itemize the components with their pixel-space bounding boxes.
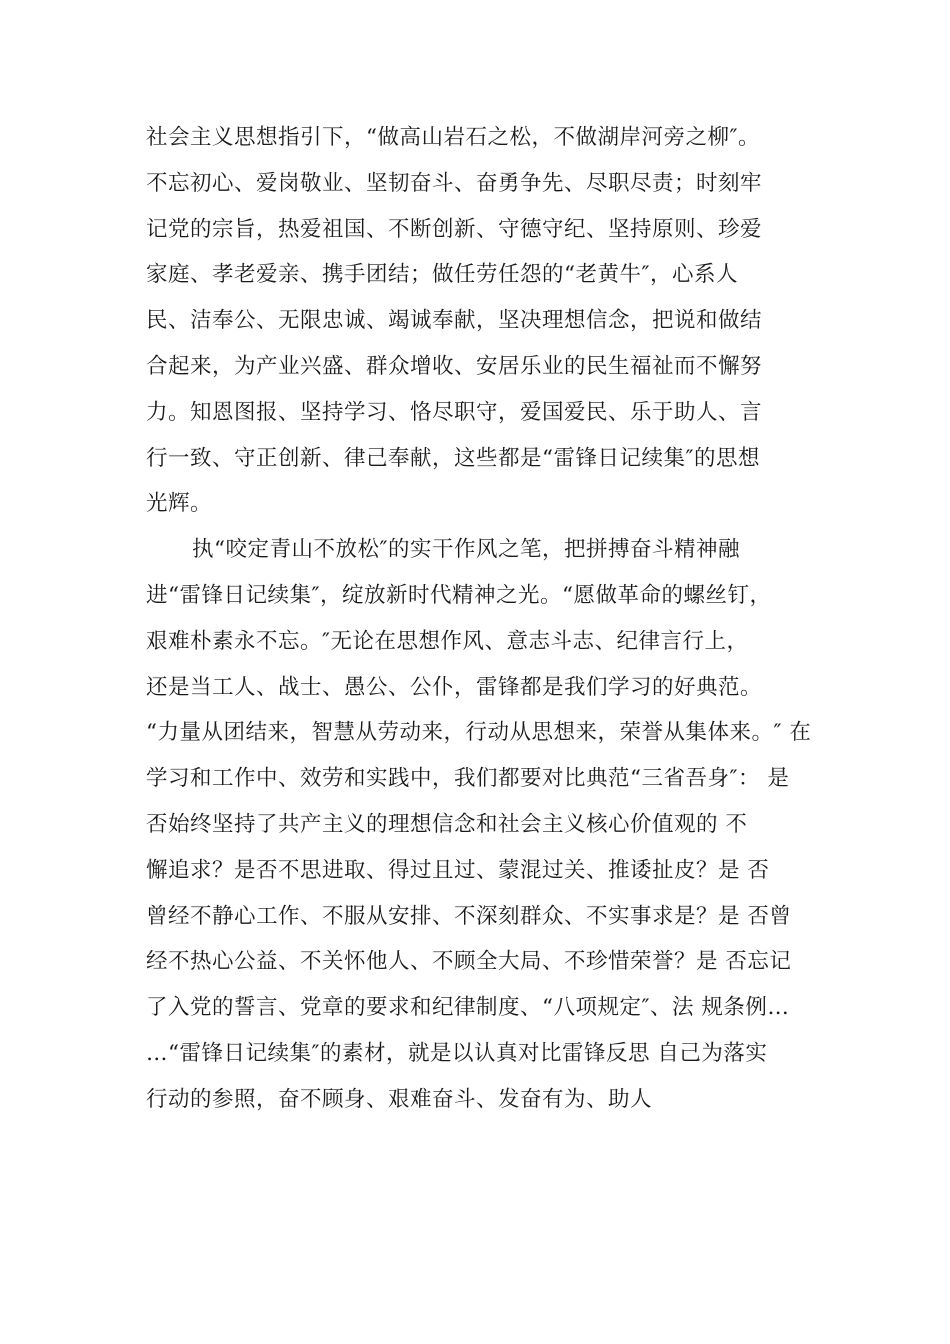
paragraph-first-line: 执“咬定青山不放松″的实干作风之笔，把拼搏奋斗精神融 (192, 537, 741, 563)
text-line: 懈追求？是否不思进取、得过且过、蒙混过关、推诿扯皮？是 否 (146, 857, 770, 883)
text-line: 进“雷锋日记续集″，绽放新时代精神之光。“愿做革命的螺丝钉， (146, 582, 772, 608)
text-line: 曾经不静心工作、不服从安排、不深刻群众、不实事求是？是 否曾 (146, 903, 792, 929)
text-line: 民、洁奉公、无限忠诚、竭诚奉献，坚决理想信念，把说和做结 (146, 308, 763, 334)
text-line: 不忘初心、爱岗敬业、坚韧奋斗、奋勇争先、尽职尽责；时刻牢 (146, 170, 763, 196)
text-line: 了入党的誓言、党章的要求和纪律制度、“八项规定″、法 规条例… (146, 995, 790, 1021)
text-line: 社会主义思想指引下，“做高山岩石之松，不做湖岸河旁之柳″。 (146, 125, 761, 150)
text-line: 经不热心公益、不关怀他人、不顾全大局、不珍惜荣誉？是 否忘记 (146, 949, 792, 975)
text-line: 行一致、守正创新、律己奉献，这些都是“雷锋日记续集″的思想 (146, 445, 761, 471)
text-line: 行动的参照，奋不顾身、艰难奋斗、发奋有为、助人 (146, 1086, 653, 1112)
text-line: 力。知恩图报、坚持学习、恪尽职守，爱国爱民、乐于助人、言 (146, 399, 763, 425)
document-body (146, 115, 846, 1123)
text-line: 记党的宗旨，热爱祖国、不断创新、守德守纪、坚持原则、珍爱 (146, 216, 763, 242)
text-line: 否始终坚持了共产主义的理想信念和社会主义核心价值观的 不 (146, 811, 748, 837)
text-line: 学习和工作中、效劳和实践中，我们都要对比典范“三省吾身″： 是 (146, 766, 790, 792)
text-line: 艰难朴素永不忘。″无论在思想作风、意志斗志、纪律言行上， (146, 628, 749, 654)
text-line: 还是当工人、战士、愚公、公仆，雷锋都是我们学习的好典范。 (146, 674, 763, 700)
text-line: “力量从团结来，智慧从劳动来，行动从思想来，荣誉从集体来。″ 在 (146, 720, 812, 746)
text-line: 光辉。 (146, 491, 213, 517)
text-line: 家庭、孝老爱亲、携手团结；做任劳任怨的“老黄牛″，心系人 (146, 262, 739, 288)
text-line: 合起来，为产业兴盛、群众增收、安居乐业的民生福祉而不懈努 (146, 353, 763, 379)
text-line: …“雷锋日记续集″的素材，就是以认真对比雷锋反思 自己为落实 (146, 1040, 768, 1066)
